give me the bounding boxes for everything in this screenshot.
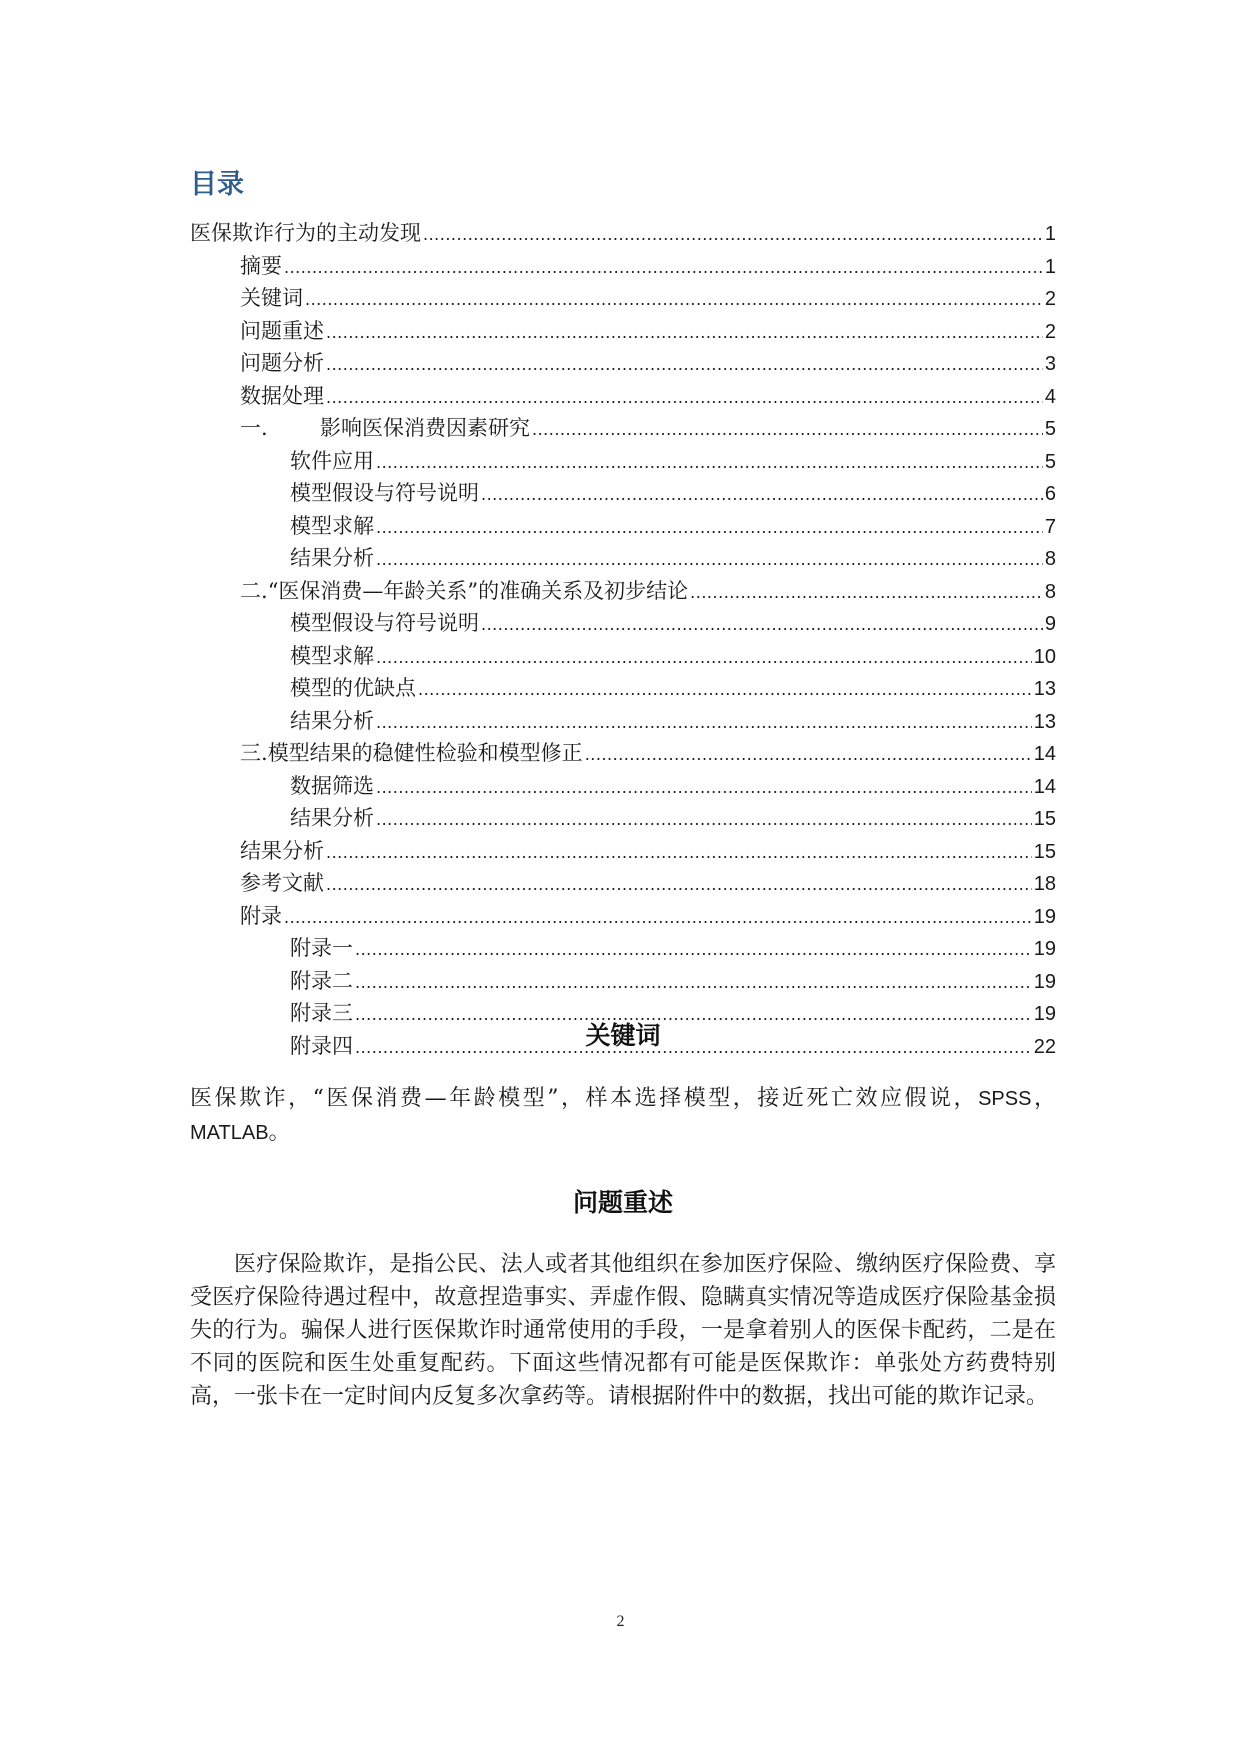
toc-entry-label: 附录一 [290, 936, 353, 960]
toc-entry-label: 参考文献 [240, 871, 324, 895]
toc-entry[interactable] [190, 542, 1056, 575]
toc-entry[interactable] [190, 802, 1056, 835]
toc-entry[interactable] [190, 965, 1056, 998]
toc-dot-leader [326, 349, 1043, 382]
toc-entry-page: 7 [1044, 515, 1056, 538]
toc-entry-page: 14 [1033, 775, 1056, 798]
toc-dot-leader [284, 252, 1043, 285]
toc-dot-leader [481, 609, 1043, 642]
toc-dot-leader [355, 934, 1032, 967]
toc-entry-label: 数据筛选 [290, 773, 374, 798]
toc-entry-page: 18 [1033, 873, 1056, 895]
toc-entry[interactable] [190, 770, 1056, 803]
toc-entry-label: 问题重述 [240, 318, 324, 343]
toc-entry[interactable] [190, 217, 1056, 250]
keyword-spss: SPSS [978, 1088, 1032, 1110]
toc-entry-label: 数据处理 [240, 383, 324, 408]
toc-entry[interactable] [190, 445, 1056, 478]
toc-entry-label: 附录 [240, 903, 282, 928]
toc-entry-page: 14 [1033, 743, 1056, 765]
toc-entry-label: 附录二 [290, 968, 353, 993]
toc-entry[interactable] [190, 315, 1056, 348]
toc-entry-label: 模型求解 [290, 643, 374, 668]
toc-dot-leader [376, 804, 1032, 837]
toc-entry-page: 19 [1033, 938, 1056, 960]
toc-entry-page: 6 [1044, 483, 1056, 505]
toc-dot-leader [376, 707, 1032, 740]
toc-entry-page: 15 [1033, 840, 1056, 863]
keyword-matlab: MATLAB [190, 1122, 269, 1144]
keyword-separator: ， [1031, 1086, 1056, 1111]
toc-entry-page: 1 [1044, 255, 1056, 278]
toc-entry-label: 结果分析 [240, 838, 324, 863]
toc-entry-page: 19 [1033, 1003, 1056, 1025]
problem-restatement-paragraph: 医疗保险欺诈，是指公民、法人或者其他组织在参加医疗保险、缴纳医疗保险费、享受医疗保险待遇过程中，故意捏造事实、弄虚作假、隐瞒真实情况等造成医疗保险基金损失的行为。骗保人进行医保欺诈时通常使用的手段，一是拿着别人的医保卡配药，二是在不同的医院和医生处重复配药。下面这些情况都有可能是医保欺诈：单张处方药费特别高，一张卡在一定时间内反复多次拿药等。请根据附件中的数据，找出可能的欺诈记录。 [190, 1252, 1056, 1409]
keyword-end: 。 [268, 1120, 291, 1145]
toc-dot-leader [305, 284, 1043, 317]
toc-dot-leader [532, 414, 1043, 447]
toc-entry[interactable] [190, 510, 1056, 543]
toc-entry-page: 9 [1044, 613, 1056, 635]
toc-entry[interactable] [190, 705, 1056, 738]
toc-entry-page: 5 [1044, 418, 1056, 440]
toc-dot-leader [376, 544, 1043, 577]
toc-entry-page: 5 [1044, 450, 1056, 473]
keywords-heading: 关键词 [585, 1021, 661, 1050]
toc-dot-leader [355, 967, 1032, 1000]
toc-dot-leader [326, 837, 1032, 870]
toc-dot-leader [284, 902, 1032, 935]
toc-dot-leader [326, 382, 1043, 415]
toc-entry-label: 模型假设与符号说明 [290, 481, 479, 505]
toc-dot-leader [376, 642, 1032, 675]
toc-entry[interactable] [190, 900, 1056, 933]
toc-entry-label: 模型假设与符号说明 [290, 611, 479, 635]
toc-entry[interactable] [190, 575, 1056, 608]
toc-entry-label: 问题分析 [240, 351, 324, 375]
toc-dot-leader [326, 317, 1043, 350]
toc-entry-label: “医保消费—年龄关系”的准确关系及初步结论 [267, 578, 689, 603]
page-number: 2 [616, 1613, 625, 1630]
toc-entry[interactable] [190, 672, 1056, 705]
problem-restatement-heading: 问题重述 [572, 1188, 673, 1217]
toc-dot-leader [690, 577, 1043, 610]
toc-entry[interactable] [190, 835, 1056, 868]
keywords-text [190, 1082, 1056, 1150]
toc-dot-leader [326, 869, 1032, 902]
toc-dot-leader [418, 674, 1032, 707]
toc-entry-page: 10 [1033, 645, 1056, 668]
toc-entry[interactable] [190, 477, 1056, 510]
toc-entry-page: 13 [1033, 710, 1056, 733]
toc-dot-leader [481, 479, 1043, 512]
toc-entry-label: 模型结果的稳健性检验和模型修正 [267, 741, 583, 765]
toc-entry-page: 13 [1033, 678, 1056, 700]
toc-entry[interactable] [190, 347, 1056, 380]
toc-entry-label: 软件应用 [290, 448, 374, 473]
toc-entry[interactable] [190, 250, 1056, 283]
toc-entry-page: 19 [1033, 905, 1056, 928]
toc-entry[interactable] [190, 867, 1056, 900]
toc-entry-page: 8 [1044, 580, 1056, 603]
toc-entry-label: 影响医保消费因素研究 [320, 416, 530, 440]
toc-entry-label: 关键词 [240, 286, 303, 310]
toc-entry-label: 附录四 [290, 1033, 353, 1058]
toc-dot-leader [423, 219, 1043, 252]
toc-dot-leader [376, 512, 1043, 545]
toc-entry-page: 2 [1044, 288, 1056, 310]
toc-entry-number: 三. [240, 741, 268, 765]
toc-entry[interactable] [190, 380, 1056, 413]
toc-entry-number: 二. [240, 578, 268, 603]
toc-entry-page: 15 [1033, 808, 1056, 830]
toc-entry-page: 4 [1044, 385, 1056, 408]
toc-entry[interactable] [190, 932, 1056, 965]
keywords-cn: 医保欺诈，“医保消费—年龄模型”，样本选择模型，接近死亡效应假说， [190, 1086, 979, 1111]
toc-dot-leader [376, 772, 1032, 805]
toc-entry-page: 19 [1033, 970, 1056, 993]
toc-entry-page: 8 [1044, 548, 1056, 570]
toc-entry-number: 一. [240, 416, 268, 440]
toc-dot-leader [376, 447, 1043, 480]
toc-entry-page: 2 [1044, 320, 1056, 343]
toc-entry[interactable] [190, 412, 1056, 445]
toc-entry[interactable] [190, 282, 1056, 315]
toc-entry-page: 1 [1044, 223, 1056, 245]
toc-entry-label: 摘要 [240, 253, 282, 278]
toc-entry-label: 模型求解 [290, 513, 374, 538]
toc-entry-label: 结果分析 [290, 546, 374, 570]
toc-entry-label: 结果分析 [290, 708, 374, 733]
toc-entry[interactable] [190, 640, 1056, 673]
toc-entry-label: 附录三 [290, 1001, 353, 1025]
toc-entry-label: 模型的优缺点 [290, 676, 416, 700]
toc-dot-leader [585, 739, 1032, 772]
toc-entry-label: 医保欺诈行为的主动发现 [190, 221, 421, 245]
toc-entry-page: 22 [1033, 1035, 1056, 1058]
toc-heading: 目录 [190, 169, 244, 200]
table-of-contents [190, 217, 1056, 1062]
toc-entry[interactable] [190, 607, 1056, 640]
toc-entry-page: 3 [1044, 353, 1056, 375]
toc-entry[interactable] [190, 737, 1056, 770]
toc-entry-label: 结果分析 [290, 806, 374, 830]
